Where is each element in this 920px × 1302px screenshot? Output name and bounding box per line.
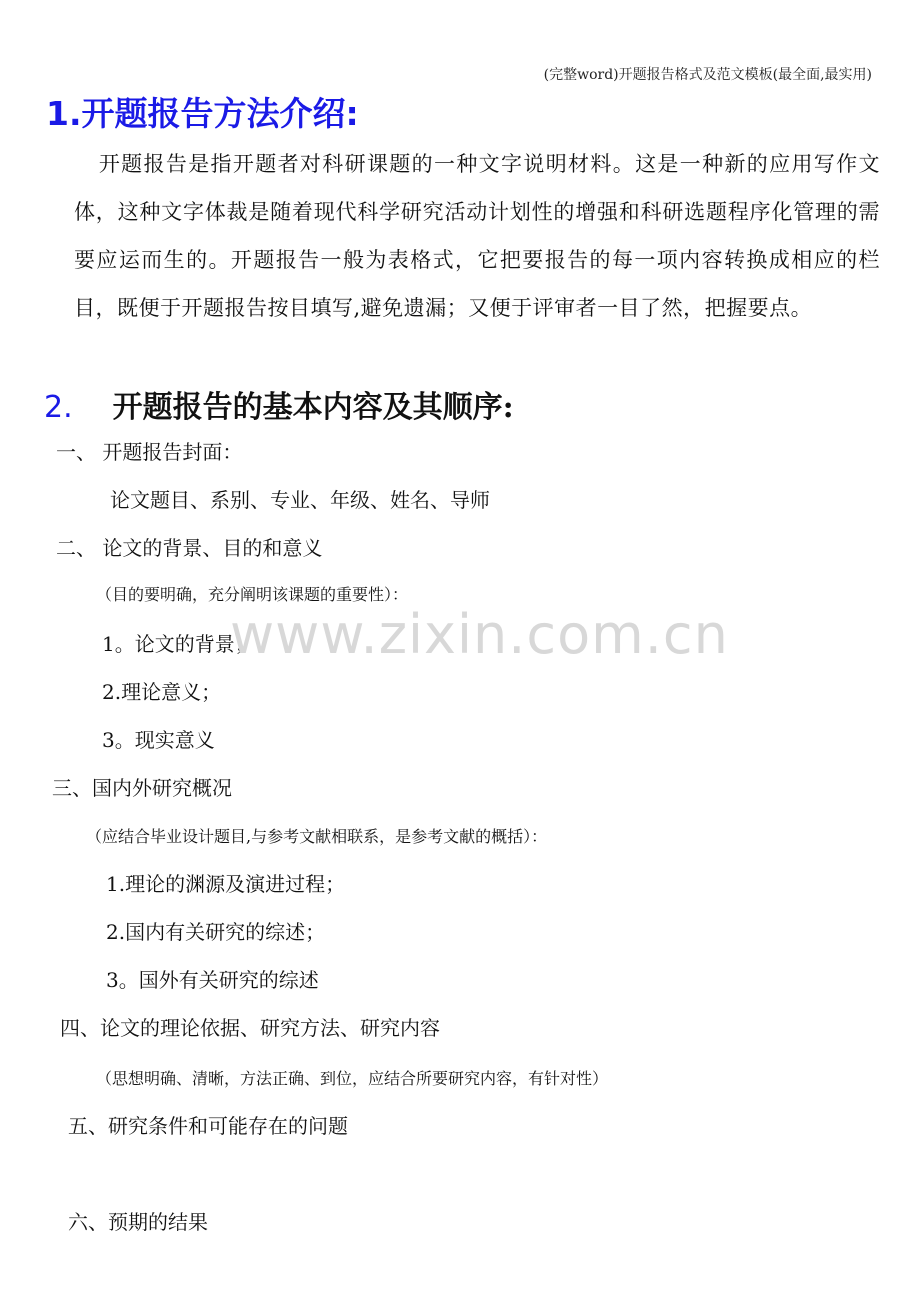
watermark: www.zixin.com.cn (230, 603, 729, 666)
running-header: (完整word)开题报告格式及范文模板(最全面,最实用) (543, 67, 872, 83)
item-two-sub-2: 2.理论意义； (102, 680, 222, 704)
section-2-heading (44, 382, 514, 426)
section-2-title: 开题报告的基本内容及其顺序: (112, 390, 514, 425)
intro-paragraph (74, 140, 880, 332)
intro-paragraph-text: 开题报告是指开题者对科研课题的一种文字说明材料。这是一种新的应用写作文体，这种文字体裁是随着现代科学研究活动计划性的增强和科研选题程序化管理的需要应运而生的。开题报告一般为表格式，它把要报告的每一项内容转换成相应的栏目，既便于开题报告按目填写,避免遗漏；又便于评审者一目了然，把握要点。 (74, 152, 880, 320)
item-three-sub-2: 2.国内有关研究的综述； (106, 920, 326, 944)
item-five-title: 五、研究条件和可能存在的问题 (68, 1114, 348, 1138)
item-three-sub-1: 1.理论的渊源及演进过程； (106, 872, 346, 896)
item-four-title: 四、论文的理论依据、研究方法、研究内容 (60, 1016, 440, 1040)
section-2-number: 2. (44, 390, 73, 425)
item-two-sub-3: 3。现实意义 (102, 728, 215, 752)
item-two-sub-1: 1。论文的背景； (102, 632, 255, 656)
item-two-title: 二、 论文的背景、目的和意义 (56, 536, 323, 560)
item-three-title: 三、国内外研究概况 (52, 776, 232, 800)
item-six-title: 六、预期的结果 (68, 1210, 208, 1234)
item-one-detail: 论文题目、系别、专业、年级、姓名、导师 (110, 488, 490, 512)
item-two-note: （目的要明确，充分阐明该课题的重要性）： (96, 585, 409, 604)
item-four-note: （思想明确、清晰，方法正确、到位，应结合所要研究内容，有针对性） (96, 1069, 609, 1088)
item-one-title: 一、 开题报告封面： (56, 440, 243, 464)
item-three-note: （应结合毕业设计题目,与参考文献相联系，是参考文献的概括）： (86, 827, 548, 846)
item-three-sub-3: 3。国外有关研究的综述 (106, 968, 319, 992)
section-1-heading: 1.开题报告方法介绍: (46, 94, 359, 133)
